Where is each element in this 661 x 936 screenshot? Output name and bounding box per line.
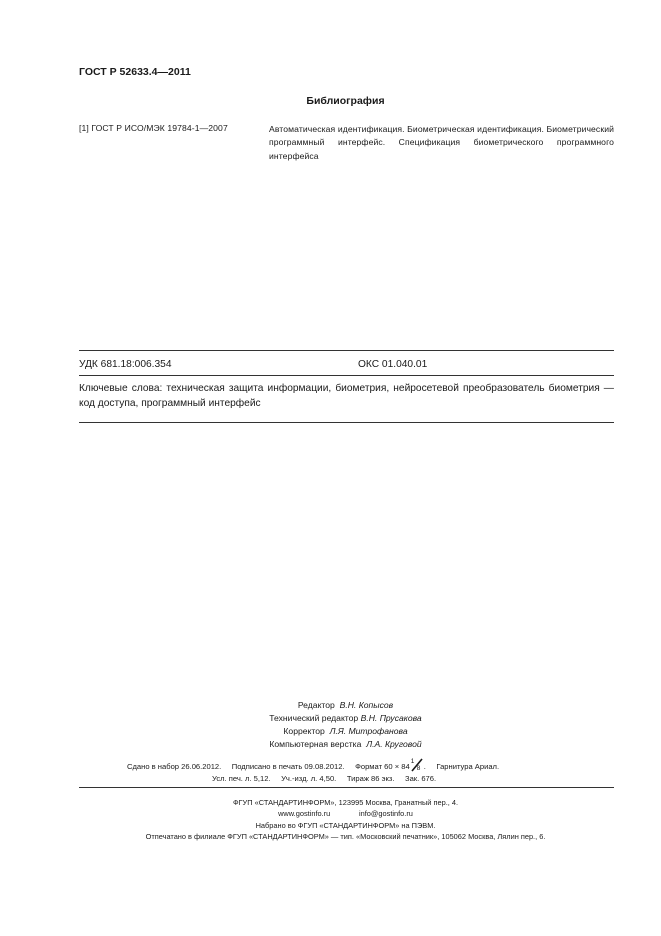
credit-layout <box>0 738 661 751</box>
publisher-address: ФГУП «СТАНДАРТИНФОРМ», 123995 Москва, Гранатный пер., 4. <box>232 798 459 807</box>
divider-top <box>79 350 614 351</box>
print-info-end: . Гарнитура Ариал. <box>423 762 500 771</box>
credit-role: Технический редактор <box>269 713 359 723</box>
publisher-typeset: Набрано во ФГУП «СТАНДАРТИНФОРМ» на ПЭВМ. <box>255 820 436 830</box>
publisher-contacts <box>0 808 661 819</box>
publisher-block <box>0 797 661 842</box>
bibliography-entry-ref: [1] ГОСТ Р ИСО/МЭК 19784-1—2007 <box>79 123 228 133</box>
fraction-denominator: 8 <box>416 765 421 772</box>
print-info-start: Сдано в набор 26.06.2012. Подписано в печать 09.08.2012. Формат 60 × 84 <box>127 762 410 771</box>
udk-code: УДК 681.18:006.354 <box>79 359 172 370</box>
keywords: Ключевые слова: техническая защита информации, биометрия, нейросетевой преобразователь биометрия — код доступа, программный интерфейс <box>79 383 614 409</box>
bibliography-title: Библиография <box>306 95 385 107</box>
credit-role: Корректор <box>283 726 325 736</box>
divider-middle <box>79 375 614 376</box>
format-fraction <box>410 760 424 772</box>
credit-proofreader <box>0 725 661 738</box>
document-code: ГОСТ Р 52633.4—2011 <box>79 66 191 78</box>
credit-role: Редактор <box>297 700 335 710</box>
credit-name: В.Н. Копысов <box>339 700 394 710</box>
fraction-numerator: 1 <box>410 758 415 765</box>
publisher-printed: Отпечатано в филиале ФГУП «СТАНДАРТИНФОРМ» — тип. «Московский печатник», 105062 Москва, Лялин пер., 6. <box>145 831 546 841</box>
credit-role: Компьютерная верстка <box>269 739 362 749</box>
credit-tech-editor <box>0 712 661 725</box>
credit-name: Л.Я. Митрофанова <box>329 726 408 736</box>
credit-name: В.Н. Прусакова <box>360 713 422 723</box>
oks-code: ОКС 01.040.01 <box>358 359 428 370</box>
credit-name: Л.А. Круговой <box>366 739 422 749</box>
print-info-line1 <box>127 760 499 772</box>
credits-block <box>0 699 661 751</box>
publisher-email: info@gostinfo.ru <box>358 809 413 819</box>
credit-editor <box>0 699 661 712</box>
print-info-line2: Усл. печ. л. 5,12. Уч.-изд. л. 4,50. Тираж 86 экз. Зак. 676. <box>212 774 437 783</box>
divider-bottom <box>79 787 614 788</box>
divider-keywords-bottom <box>79 422 614 423</box>
publisher-website: www.gostinfo.ru <box>278 809 331 819</box>
bibliography-entry-description: Автоматическая идентификация. Биометрическая идентификация. Биометрический программный интерфейс. Спецификация биометрического программного интерфейса <box>269 124 614 161</box>
